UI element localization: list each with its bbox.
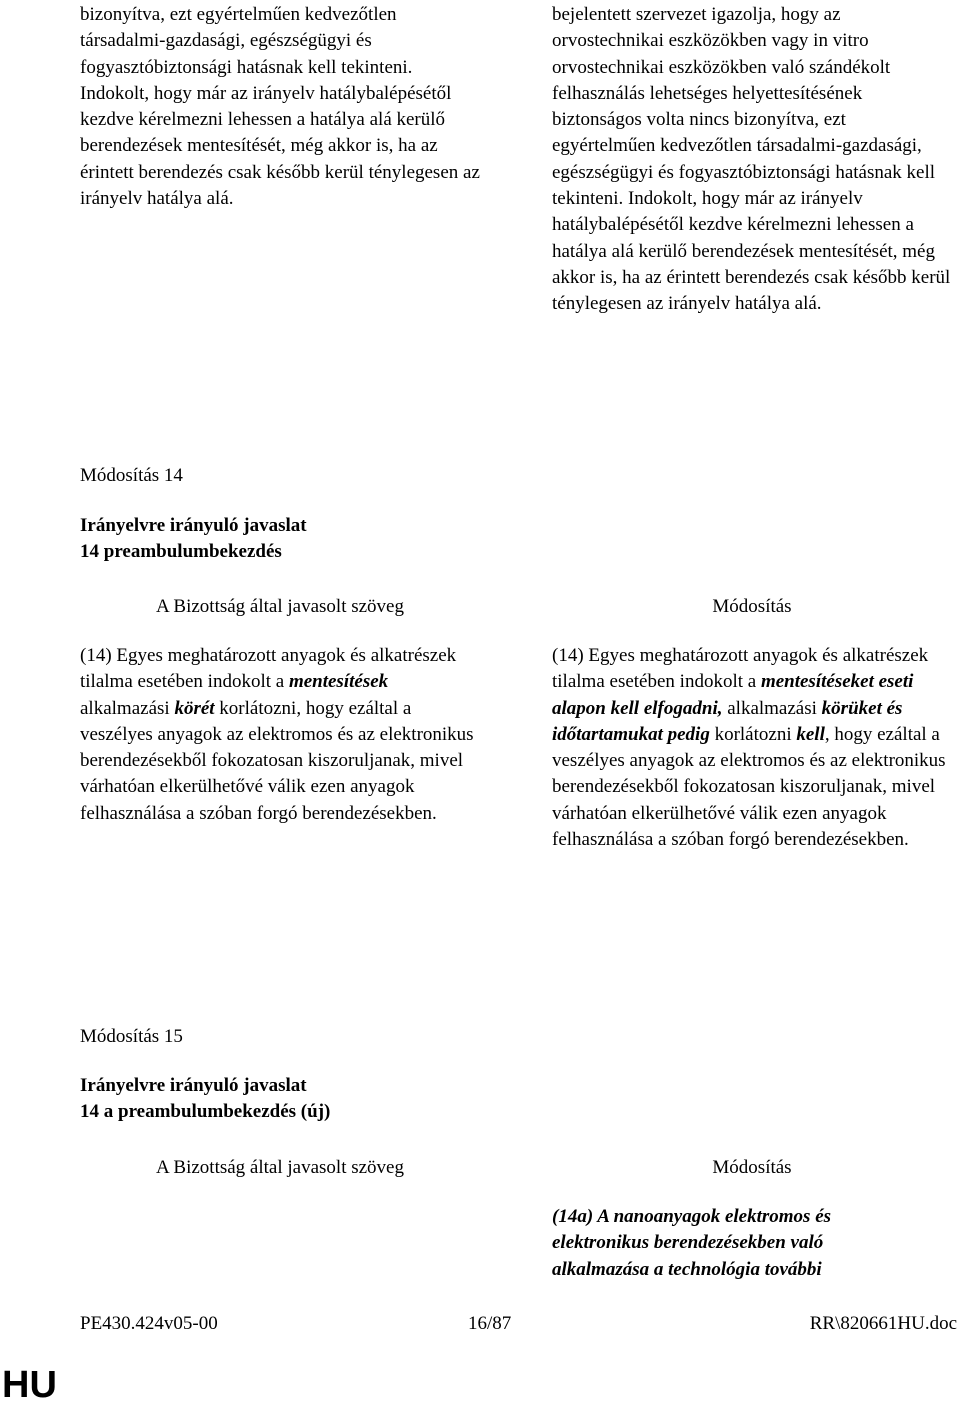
footer-doc-id: PE430.424v05-00 [80,1313,218,1334]
commission-text-header: A Bizottság által javasolt szöveg [155,1157,404,1178]
amendment-14-title: Módosítás 14 [80,465,183,486]
continuation-text-left: bizonyítva, ezt egyértelműen kedvezőtlen társadalmi-gazdasági, egészségügyi és fogyasztóbiztonsági hatásnak kell tekinteni. Indokolt, hogy már az irányelv hatálybalépésétől kezdve kérelmezni lehessen a hatálya alá kerülő berendezések mentesítését, még akkor is, ha az érintett berendezés csak később kerül ténylegesen az irányelv hatálya alá. [80,4,480,210]
amendment-header: Módosítás [712,596,792,617]
emphasis-text: kell [796,723,825,745]
language-code: HU [2,1364,57,1406]
amendment-15-recital-label: 14 a preambulumbekezdés (új) [80,1101,331,1122]
emphasis-text: (14a) A nanoanyagok elektromos és elektronikus berendezésekben való alkalmazása a technológia további [552,1206,832,1280]
footer-page-number: 16/87 [468,1313,512,1334]
emphasis-text: mentesítések [288,671,389,693]
amendment-15-title: Módosítás 15 [80,1026,183,1047]
emphasis-text: mentesítéseket eseti alapon kell elfogadni, [552,671,914,719]
footer-reference: RR\820661HU.doc [809,1313,957,1334]
amended-recital-14a [552,1204,912,1283]
continuation-text-right: bejelentett szervezet igazolja, hogy az orvostechnikai eszközökben vagy in vitro orvostechnikai eszközökben való szándékolt felhasználás lehetséges helyettesítésének biztonságos volta nincs bizonyítva, ezt egyértelműen kedvezőtlen társadalmi-gazdasági, egészségügyi és fogyasztóbiztonsági hatásnak kell tekinteni. Indokolt, hogy már az irányelv hatálybalépésétől kezdve kérelmezni lehessen a hatálya alá kerülő berendezések mentesítését, még akkor is, ha az érintett berendezés csak később kerül ténylegesen az irányelv hatálya alá. [552,4,951,315]
amendment-15-proposal-label: Irányelvre irányuló javaslat [80,1075,307,1096]
commission-recital-14: (14) Egyes meghatározott anyagok és alkatrészek tilalma esetében indokolt a mentesítések alkalmazási körét korlátozni, hogy ezáltal a veszélyes anyagok az elektromos és az elektronikus berendezésekből fokozatosan kiszoruljanak, mivel várhatóan elkerülhetővé válik ezen anyagok felhasználása a szóban forgó berendezésekben. [80,645,474,824]
amendment-14-proposal-label: Irányelvre irányuló javaslat [80,515,307,536]
emphasis-text: körét [174,697,215,719]
amendment-14-recital-label: 14 preambulumbekezdés [80,541,282,562]
commission-text-header: A Bizottság által javasolt szöveg [155,596,404,617]
amendment-header: Módosítás [712,1157,792,1178]
amended-recital-14: (14) Egyes meghatározott anyagok és alkatrészek tilalma esetében indokolt a mentesítéseket eseti alapon kell elfogadni, alkalmazási körüket és időtartamukat pedig korlátozni kell, hogy ezáltal a veszélyes anyagok az elektromos és az elektronikus berendezésekből fokozatosan kiszoruljanak, mivel várhatóan elkerülhetővé válik ezen anyagok felhasználása a szóban forgó berendezésekben. [552,645,946,851]
emphasis-text: körüket és időtartamukat pedig [552,697,903,745]
